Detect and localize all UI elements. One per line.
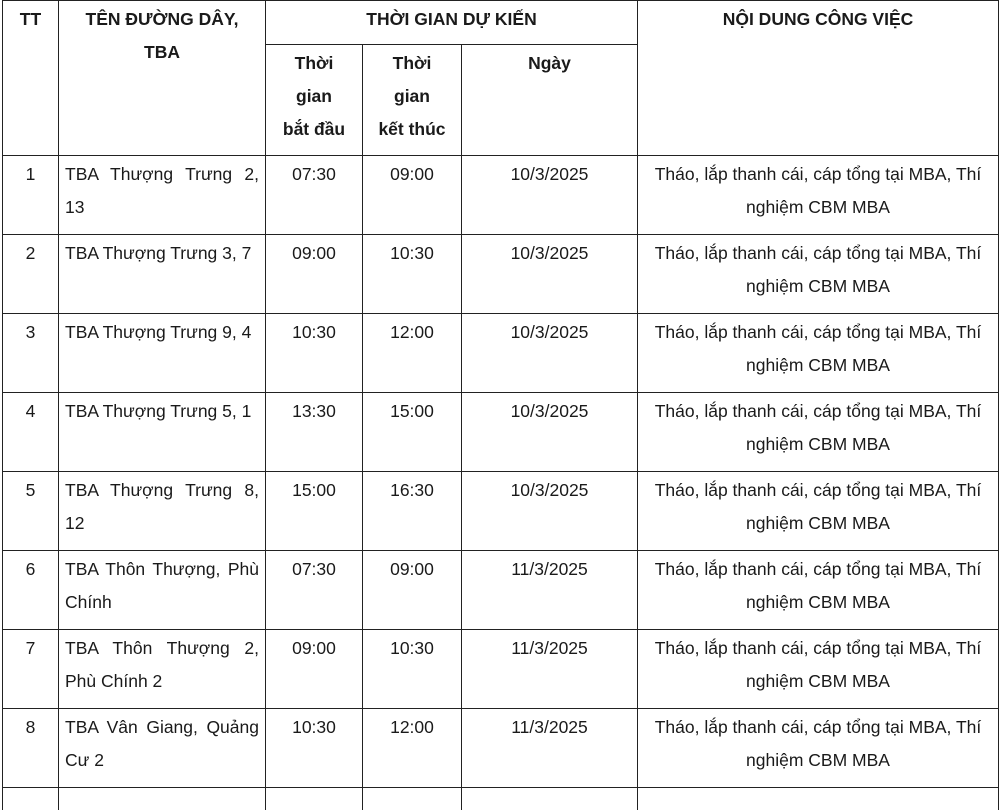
table-header bbox=[3, 1, 999, 156]
cell-end: 10:30 bbox=[363, 630, 462, 709]
cell-end: 15:00 bbox=[363, 393, 462, 472]
cell-work: Tháo, lắp thanh cái, cáp tổng tại MBA, Thí nghiệm CBM MBA bbox=[638, 156, 999, 235]
header-row bbox=[3, 1, 999, 45]
cell-date: 11/3/2025 bbox=[462, 551, 638, 630]
header-end: Thời gian kết thúc bbox=[363, 45, 462, 156]
cell-name: TBA Thôn Thượng 2, Phù Chính 2 bbox=[59, 630, 266, 709]
table-row bbox=[3, 235, 999, 314]
table-body bbox=[3, 156, 999, 810]
cell-work: Tháo, lắp thanh cái, cáp tổng tại MBA, Thí nghiệm CBM MBA bbox=[638, 235, 999, 314]
cell-work: Tháo, lắp thanh cái, cáp tổng tại MBA, Thí nghiệm CBM MBA bbox=[638, 314, 999, 393]
table-row bbox=[3, 156, 999, 235]
cell-tt: 6 bbox=[3, 551, 59, 630]
header-start: Thời gian bắt đầu bbox=[266, 45, 363, 156]
cell-start: 07:30 bbox=[266, 156, 363, 235]
cell-name: TBA Thượng Trưng 9, 4 bbox=[59, 314, 266, 393]
cell-name: TBA Thượng Trưng 2, 13 bbox=[59, 156, 266, 235]
cell-start: 09:00 bbox=[266, 630, 363, 709]
cell-start: 15:00 bbox=[266, 472, 363, 551]
table-row-cut-off bbox=[3, 788, 999, 810]
empty-cell bbox=[3, 788, 59, 810]
table-row bbox=[3, 314, 999, 393]
table-row bbox=[3, 630, 999, 709]
cell-end: 12:00 bbox=[363, 314, 462, 393]
cell-start: 13:30 bbox=[266, 393, 363, 472]
cell-date: 10/3/2025 bbox=[462, 156, 638, 235]
cell-date: 10/3/2025 bbox=[462, 472, 638, 551]
cell-start: 09:00 bbox=[266, 235, 363, 314]
cell-name: TBA Thượng Trưng 8, 12 bbox=[59, 472, 266, 551]
empty-cell bbox=[638, 788, 999, 810]
table-row bbox=[3, 472, 999, 551]
outage-schedule-table bbox=[2, 0, 999, 810]
cell-end: 16:30 bbox=[363, 472, 462, 551]
cell-tt: 1 bbox=[3, 156, 59, 235]
cell-start: 07:30 bbox=[266, 551, 363, 630]
cell-tt: 3 bbox=[3, 314, 59, 393]
cell-end: 10:30 bbox=[363, 235, 462, 314]
cell-name: TBA Thượng Trưng 3, 7 bbox=[59, 235, 266, 314]
table-row bbox=[3, 709, 999, 788]
cell-work: Tháo, lắp thanh cái, cáp tổng tại MBA, Thí nghiệm CBM MBA bbox=[638, 630, 999, 709]
cell-start: 10:30 bbox=[266, 314, 363, 393]
table-row bbox=[3, 551, 999, 630]
cell-tt: 5 bbox=[3, 472, 59, 551]
cell-work: Tháo, lắp thanh cái, cáp tổng tại MBA, Thí nghiệm CBM MBA bbox=[638, 551, 999, 630]
header-date: Ngày bbox=[462, 45, 638, 156]
cell-tt: 7 bbox=[3, 630, 59, 709]
header-work: NỘI DUNG CÔNG VIỆC bbox=[638, 1, 999, 156]
cell-work: Tháo, lắp thanh cái, cáp tổng tại MBA, Thí nghiệm CBM MBA bbox=[638, 709, 999, 788]
table-row bbox=[3, 393, 999, 472]
cell-date: 11/3/2025 bbox=[462, 630, 638, 709]
cell-date: 11/3/2025 bbox=[462, 709, 638, 788]
cell-name: TBA Thôn Thượng, Phù Chính bbox=[59, 551, 266, 630]
cell-name: TBA Vân Giang, Quảng Cư 2 bbox=[59, 709, 266, 788]
cell-name: TBA Thượng Trưng 5, 1 bbox=[59, 393, 266, 472]
empty-cell bbox=[462, 788, 638, 810]
cell-end: 09:00 bbox=[363, 156, 462, 235]
empty-cell bbox=[266, 788, 363, 810]
header-tt: TT bbox=[3, 1, 59, 156]
empty-cell bbox=[363, 788, 462, 810]
empty-cell bbox=[59, 788, 266, 810]
cell-end: 09:00 bbox=[363, 551, 462, 630]
cell-start: 10:30 bbox=[266, 709, 363, 788]
cell-tt: 2 bbox=[3, 235, 59, 314]
cell-end: 12:00 bbox=[363, 709, 462, 788]
cell-work: Tháo, lắp thanh cái, cáp tổng tại MBA, Thí nghiệm CBM MBA bbox=[638, 393, 999, 472]
cell-tt: 8 bbox=[3, 709, 59, 788]
cell-date: 10/3/2025 bbox=[462, 314, 638, 393]
cell-date: 10/3/2025 bbox=[462, 235, 638, 314]
cell-date: 10/3/2025 bbox=[462, 393, 638, 472]
header-name: TÊN ĐƯỜNG DÂY, TBA bbox=[59, 1, 266, 156]
cell-tt: 4 bbox=[3, 393, 59, 472]
cell-work: Tháo, lắp thanh cái, cáp tổng tại MBA, Thí nghiệm CBM MBA bbox=[638, 472, 999, 551]
header-time-group: THỜI GIAN DỰ KIẾN bbox=[266, 1, 638, 45]
